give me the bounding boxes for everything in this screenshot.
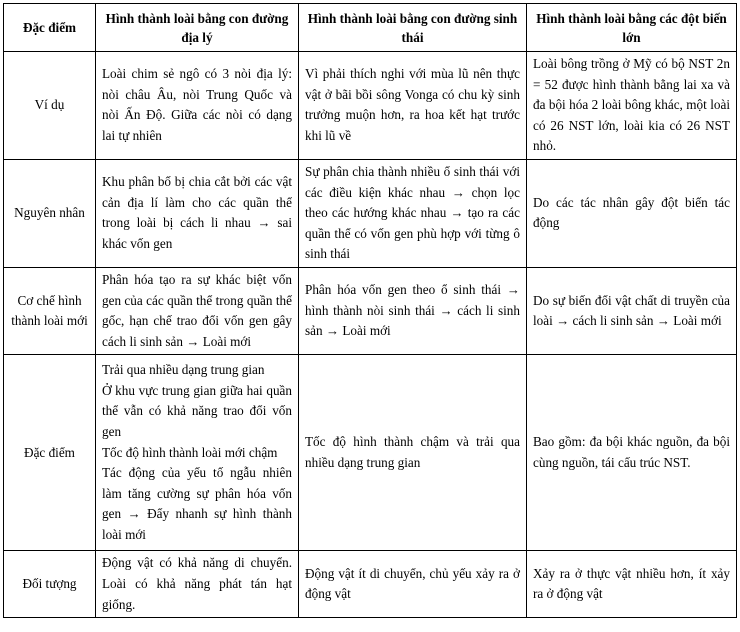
cell-geographic: Động vật có khả năng di chuyển. Loài có khả năng phát tán hạt giống. [96, 551, 299, 618]
cell-ecological: Phân hóa vốn gen theo ổ sinh thái → hình thành nòi sinh thái → cách li sinh sản → Loài mới [299, 267, 527, 354]
row-label: Nguyên nhân [4, 159, 96, 267]
cell-geographic: Loài chim sẻ ngô có 3 nòi địa lý: nòi châu Âu, nòi Trung Quốc và nòi Ấn Độ. Giữa các nòi có dạng lai tự nhiên [96, 52, 299, 160]
table-row [4, 159, 737, 267]
table-row [4, 355, 737, 551]
header-geographic: Hình thành loài bằng con đường địa lý [96, 4, 299, 52]
table-row [4, 52, 737, 160]
header-mutation: Hình thành loài bằng các đột biến lớn [527, 4, 737, 52]
row-label: Cơ chế hình thành loài mới [4, 267, 96, 354]
cell-mutation: Do sự biến đổi vật chất di truyền của loài → cách li sinh sản → Loài mới [527, 267, 737, 354]
header-feature: Đặc điểm [4, 4, 96, 52]
row-label: Ví dụ [4, 52, 96, 160]
feature-line: Trải qua nhiều dạng trung gian [102, 362, 265, 378]
row-label: Đối tượng [4, 551, 96, 618]
cell-geographic: Khu phân bố bị chia cắt bởi các vật cản địa lí làm cho các quần thể trong loài bị cách li nhau → sai khác vốn gen [96, 159, 299, 267]
cell-mutation: Loài bông trồng ở Mỹ có bộ NST 2n = 52 được hình thành bằng lai xa và đa bội hóa 2 loài bông khác, một loài có 26 NST lớn, loài kia có 26 NST nhỏ. [527, 52, 737, 160]
cell-geographic [96, 355, 299, 551]
feature-line: Ở khu vực trung gian giữa hai quần thể vẫn có khả năng trao đổi vốn gen [102, 382, 292, 439]
cell-mutation: Do các tác nhân gây đột biến tác động [527, 159, 737, 267]
cell-ecological: Sự phân chia thành nhiều ổ sinh thái với các điều kiện khác nhau → chọn lọc theo các hướng khác nhau → tạo ra các quần thể có vốn gen phù hợp với từng ô sinh thái [299, 159, 527, 267]
cell-mutation: Bao gồm: đa bội khác nguồn, đa bội cùng nguồn, tái cấu trúc NST. [527, 355, 737, 551]
table-row [4, 267, 737, 354]
row-label: Đặc điểm [4, 355, 96, 551]
feature-line: Tác động của yếu tố ngẫu nhiên làm tăng cường sự phân hóa vốn gen → Đẩy nhanh sự hình thành loài mới [102, 465, 292, 542]
cell-mutation: Xảy ra ở thực vật nhiều hơn, ít xảy ra ở động vật [527, 551, 737, 618]
comparison-table [3, 3, 737, 618]
cell-ecological: Tốc độ hình thành chậm và trải qua nhiều dạng trung gian [299, 355, 527, 551]
feature-line: Tốc độ hình thành loài mới chậm [102, 444, 278, 460]
table-row [4, 551, 737, 618]
header-row [4, 4, 737, 52]
cell-geographic: Phân hóa tạo ra sự khác biệt vốn gen của các quần thể trong quần thể gốc, hạn chế trao đổi vốn gen gây cách li sinh sản → Loài mới [96, 267, 299, 354]
cell-ecological: Vì phải thích nghi với mùa lũ nên thực vật ở bãi bồi sông Vonga có chu kỳ sinh trưởng muộn hơn, ra hoa kết hạt trước khi lũ về [299, 52, 527, 160]
header-ecological: Hình thành loài bằng con đường sinh thái [299, 4, 527, 52]
cell-ecological: Động vật ít di chuyển, chủ yếu xảy ra ở động vật [299, 551, 527, 618]
